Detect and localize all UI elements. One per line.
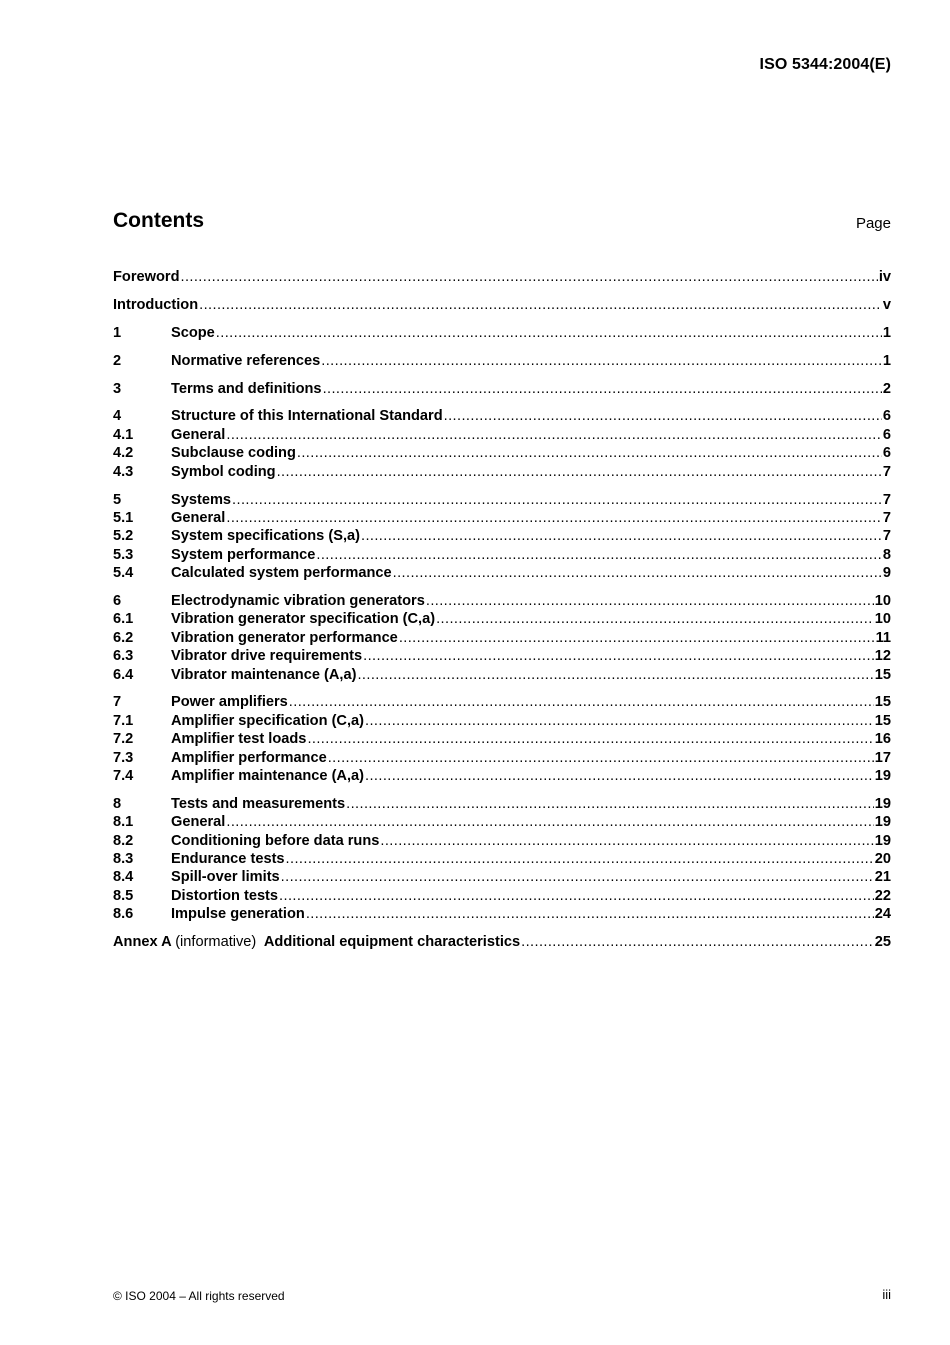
toc-entry-number: 6.3 [113,648,134,665]
toc-leader-dots [436,610,874,628]
toc-entry-page: 19 [874,832,891,849]
toc-entry-number: 4 [113,408,122,425]
toc-entry-title: Amplifier specification (C,a) [171,712,364,729]
toc-entry-page: 7 [882,463,891,480]
toc-entry-page: 8 [882,546,891,563]
toc-entry-title: Distortion tests [171,887,279,904]
toc-entry-4-3[interactable] [113,463,891,481]
toc-entry-7-4[interactable] [113,767,891,785]
toc-entry-number: 5.1 [113,509,134,526]
toc-entry-page: 1 [882,324,891,341]
toc-entry-page: 10 [874,611,891,628]
toc-entry-number: 6.2 [113,629,134,646]
toc-entry-number: 8.5 [113,887,134,904]
toc-entry-number: 5.3 [113,546,134,563]
toc-entry-title: General [171,426,226,443]
toc-entry-5-4[interactable] [113,564,891,582]
toc-leader-dots [444,407,882,425]
toc-entry-number: 7.1 [113,712,134,729]
toc-leader-dots [426,592,874,610]
toc-entry-7-3[interactable] [113,749,891,767]
annex-title-group [113,933,520,951]
toc-entry-vibration-generators[interactable] [113,592,891,610]
toc-entry-number: 3 [113,380,122,397]
toc-entry-title: Symbol coding [171,463,276,480]
toc-entry-title: Spill-over limits [171,869,280,886]
toc-entry-title: Conditioning before data runs [171,832,380,849]
toc-leader-dots [365,712,874,730]
toc-entry-page: 19 [874,814,891,831]
toc-entry-page: 15 [874,694,891,711]
toc-entry-normative-references[interactable] [113,352,891,370]
toc-entry-page: 6 [882,426,891,443]
toc-entry-page: 7 [882,509,891,526]
toc-entry-title: Amplifier performance [171,749,327,766]
toc-entry-title: Normative references [171,352,321,369]
toc-entry-6-3[interactable] [113,647,891,665]
toc-entry-title: Amplifier test loads [171,731,307,748]
toc-entry-page: 15 [874,712,891,729]
toc-leader-dots [307,730,873,748]
toc-leader-dots [316,546,881,564]
toc-entry-scope[interactable] [113,324,891,342]
toc-leader-dots [323,380,882,398]
toc-leader-dots [361,527,882,545]
toc-entry-title: Endurance tests [171,851,285,868]
toc-entry-number: 8.3 [113,851,134,868]
toc-entry-title: Structure of this International Standard [171,408,443,425]
toc-entry-page: 12 [874,648,891,665]
toc-entry-page: 6 [882,445,891,462]
toc-entry-title: Vibration generator specification (C,a) [171,611,436,628]
toc-entry-title: Vibration generator performance [171,629,398,646]
toc-leader-dots [321,352,882,370]
toc-entry-page: 15 [874,666,891,683]
toc-entry-annex-a[interactable] [113,933,891,951]
toc-entry-page: v [882,296,891,313]
toc-entry-number: 5.4 [113,565,134,582]
toc-entry-5-2[interactable] [113,527,891,545]
annex-label: Annex A [113,934,172,951]
toc-entry-title: Vibrator drive requirements [171,648,363,665]
toc-entry-page: 7 [882,491,891,508]
toc-entry-6-2[interactable] [113,629,891,647]
toc-entry-page: 20 [874,851,891,868]
toc-entry-8-1[interactable] [113,813,891,831]
toc-entry-page: 10 [874,592,891,609]
toc-entry-page: 17 [874,749,891,766]
toc-leader-dots [393,564,882,582]
page-column-label: Page [855,215,891,232]
annex-qualifier: (informative) [175,934,257,951]
toc-entry-introduction[interactable] [113,296,891,314]
toc-entry-terms-and-definitions[interactable] [113,380,891,398]
toc-leader-dots [226,426,882,444]
toc-entry-structure[interactable] [113,407,891,425]
toc-entry-tests-and-measurements[interactable] [113,795,891,813]
toc-entry-4-1[interactable] [113,426,891,444]
toc-entry-page: 6 [882,408,891,425]
toc-entry-number: 4.1 [113,426,134,443]
toc-leader-dots [346,795,874,813]
toc-entry-number: 7 [113,694,122,711]
toc-entry-7-1[interactable] [113,712,891,730]
toc-entry-page: 2 [882,380,891,397]
toc-leader-dots [279,887,874,905]
toc-entry-title: Subclause coding [171,445,296,462]
toc-entry-title: System performance [171,546,316,563]
toc-entry-title: Calculated system performance [171,565,392,582]
toc-entry-title: Vibrator maintenance (A,a) [171,666,357,683]
toc-entry-foreword[interactable] [113,268,891,286]
toc-entry-number: 7.3 [113,749,134,766]
toc-entry-page: 9 [882,565,891,582]
toc-entry-page: 21 [874,869,891,886]
toc-entry-title: Electrodynamic vibration generators [171,592,425,609]
toc-entry-page: 7 [882,528,891,545]
toc-entry-8-5[interactable] [113,887,891,905]
toc-entry-title: Tests and measurements [171,795,346,812]
toc-entry-page: 25 [874,934,891,951]
annex-title: Additional equipment characteristics [263,934,521,951]
toc-leader-dots [521,933,874,951]
toc-entry-number: 1 [113,324,122,341]
toc-leader-dots [232,491,882,509]
document-id: ISO 5344:2004(E) [759,56,891,73]
toc-leader-dots [180,268,877,286]
toc-entry-page: 19 [874,767,891,784]
toc-entry-number: 5 [113,491,122,508]
toc-entry-page: 1 [882,352,891,369]
toc-entry-8-4[interactable] [113,868,891,886]
toc-entry-number: 6.1 [113,611,134,628]
toc-leader-dots [226,813,873,831]
toc-entry-number: 8 [113,795,122,812]
toc-entry-systems[interactable] [113,491,891,509]
toc-leader-dots [226,509,882,527]
toc-entry-number: 8.6 [113,906,134,923]
footer-page-number: iii [882,1287,891,1302]
toc-entry-number: 4.2 [113,445,134,462]
toc-entry-title: General [171,814,226,831]
toc-entry-number: 6 [113,592,122,609]
toc-entry-title: General [171,509,226,526]
toc-leader-dots [357,666,873,684]
toc-leader-dots [277,463,882,481]
toc-entry-number: 7.2 [113,731,134,748]
toc-leader-dots [380,832,873,850]
toc-leader-dots [297,444,882,462]
toc-entry-page: 19 [874,795,891,812]
toc-leader-dots [365,767,874,785]
toc-entry-8-6[interactable] [113,905,891,923]
toc-leader-dots [281,868,874,886]
toc-leader-dots [363,647,874,665]
toc-entry-title: Terms and definitions [171,380,322,397]
toc-entry-8-3[interactable] [113,850,891,868]
toc-leader-dots [306,905,874,923]
toc-entry-number: 6.4 [113,666,134,683]
toc-entry-7-2[interactable] [113,730,891,748]
toc-leader-dots [199,296,882,314]
toc-entry-title: Amplifier maintenance (A,a) [171,767,365,784]
toc-entry-page: 24 [874,906,891,923]
copyright-notice: © ISO 2004 – All rights reserved [113,1289,285,1303]
toc-leader-dots [286,850,874,868]
toc-entry-power-amplifiers[interactable] [113,693,891,711]
toc-entry-title: Systems [171,491,232,508]
toc-entry-number: 8.4 [113,869,134,886]
contents-heading: Contents [113,209,204,232]
toc-leader-dots [289,693,874,711]
toc-entry-6-4[interactable] [113,666,891,684]
toc-entry-6-1[interactable] [113,610,891,628]
toc-entry-number: 4.3 [113,463,134,480]
toc-entry-5-1[interactable] [113,509,891,527]
toc-entry-number: 8.1 [113,814,134,831]
toc-entry-page: 11 [875,629,891,646]
toc-entry-number: 8.2 [113,832,134,849]
toc-entry-title: Power amplifiers [171,694,288,711]
toc-leader-dots [399,629,875,647]
toc-entry-title: Impulse generation [171,906,305,923]
toc-entry-page: iv [878,269,891,285]
toc-entry-8-2[interactable] [113,832,891,850]
toc-entry-title: Introduction [113,296,199,313]
toc-leader-dots [216,324,882,342]
toc-entry-page: 22 [874,887,891,904]
toc-entry-page: 16 [874,731,891,748]
toc-entry-number: 7.4 [113,767,134,784]
toc-entry-number: 5.2 [113,528,134,545]
toc-leader-dots [328,749,874,767]
toc-entry-title: Foreword [113,269,180,285]
toc-entry-4-2[interactable] [113,444,891,462]
toc-entry-5-3[interactable] [113,546,891,564]
toc-entry-title: System specifications (S,a) [171,528,360,545]
table-of-contents [113,268,891,952]
toc-entry-number: 2 [113,352,122,369]
toc-entry-title: Scope [171,324,215,341]
